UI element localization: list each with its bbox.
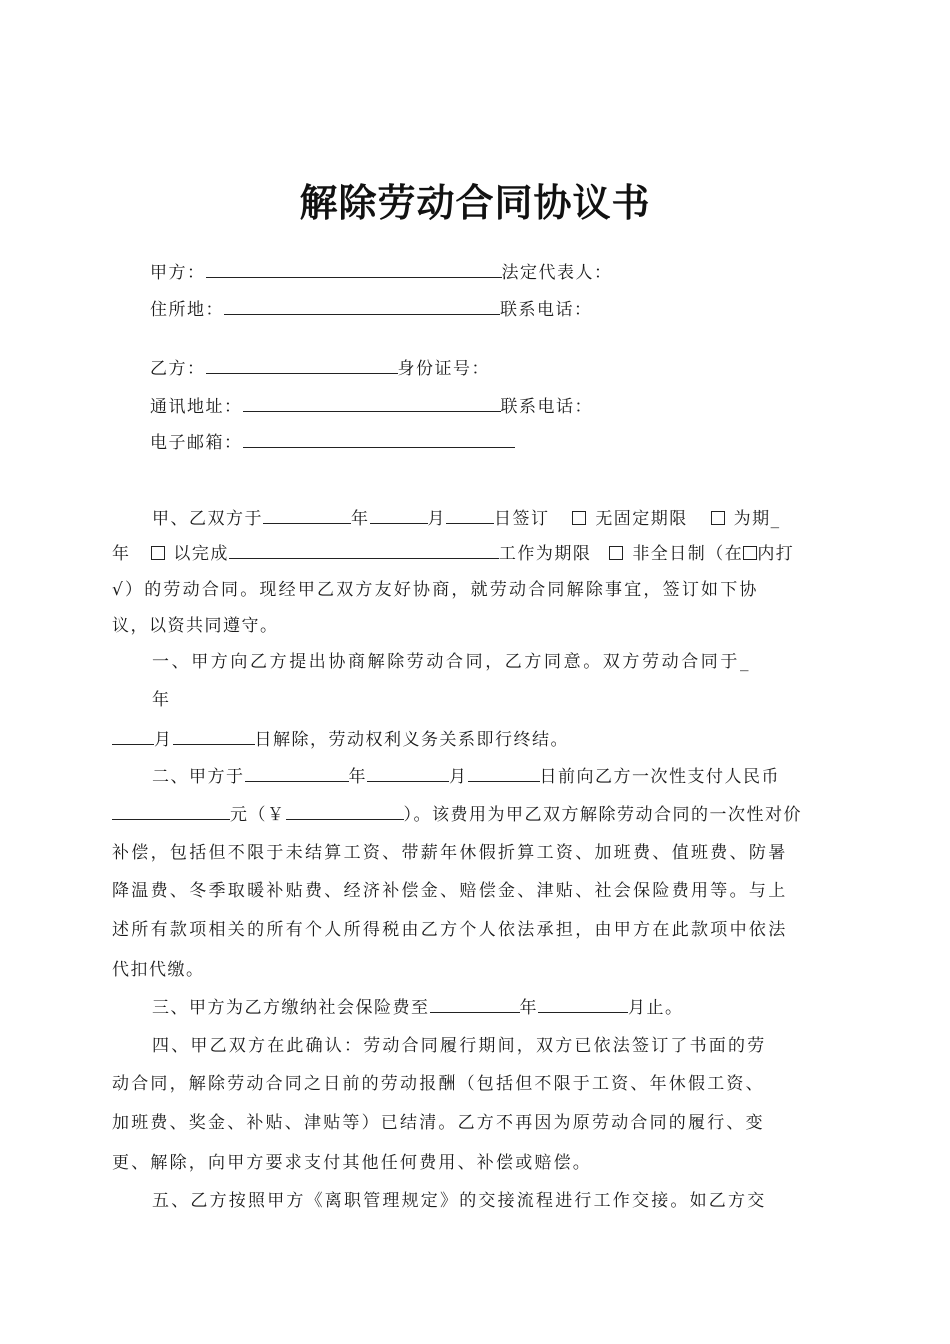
party-b-address-line — [150, 394, 593, 419]
intro-text: 工作为期限 — [498, 544, 592, 564]
id-number-label: 身份证号： — [397, 359, 490, 379]
clause-text: 月 — [154, 730, 173, 750]
clause-4-line-3: 加班费、奖金、补贴、津贴等）已结清。乙方不再因为原劳动合同的履行、变 — [112, 1113, 765, 1133]
party-b-address-blank[interactable] — [243, 394, 501, 412]
end-month-pre-blank[interactable] — [112, 727, 154, 745]
amount-number-blank[interactable] — [286, 802, 404, 820]
clause-text: 月止。 — [628, 998, 684, 1018]
intro-text: 日签订 — [494, 509, 550, 529]
party-b-phone-label: 联系电话： — [500, 397, 593, 417]
party-a-phone-label: 联系电话： — [500, 300, 593, 320]
intro-text: 年 — [112, 544, 131, 564]
clause-text: ）。该费用为甲乙双方解除劳动合同的一次性对价 — [403, 805, 802, 825]
option-unfixed-term-label: 无固定期限 — [595, 509, 688, 529]
clause-2-line-3: 补偿，包括但不限于未结算工资、带薪年休假折算工资、加班费、值班费、防暑 — [112, 843, 788, 863]
party-a-address-label: 住所地： — [150, 300, 224, 320]
clause-4-line-4: 更、解除，向甲方要求支付其他任何费用、补偿或赔偿。 — [112, 1153, 592, 1173]
intro-line-1 — [152, 506, 781, 531]
clause-1-line-3 — [112, 727, 569, 752]
party-b-name-blank[interactable] — [206, 356, 398, 374]
clause-1-line-1: 一、甲方向乙方提出协商解除劳动合同，乙方同意。双方劳动合同于_ — [152, 652, 752, 672]
email-label: 电子邮箱： — [150, 433, 243, 453]
sign-day-blank[interactable] — [446, 506, 494, 524]
party-a-line — [150, 260, 613, 285]
party-a-address-blank[interactable] — [224, 297, 500, 315]
email-blank[interactable] — [243, 430, 515, 448]
pay-day-blank[interactable] — [468, 764, 540, 782]
party-a-name-blank[interactable] — [206, 260, 502, 278]
checkbox-unfixed-term[interactable] — [572, 511, 586, 525]
intro-line-2 — [112, 541, 794, 566]
clause-2-line-2 — [112, 802, 802, 827]
clause-1-line-2: 年 — [152, 690, 171, 710]
sign-month-blank[interactable] — [370, 506, 428, 524]
clause-2-line-4: 降温费、冬季取暖补贴费、经济补偿金、赔偿金、津贴、社会保险费用等。与上 — [112, 881, 788, 901]
insurance-month-blank[interactable] — [538, 995, 628, 1013]
clause-text: 年 — [519, 998, 538, 1018]
intro-line-3: √）的劳动合同。现经甲乙双方友好协商，就劳动合同解除事宜，签订如下协 — [112, 580, 759, 600]
insurance-year-blank[interactable] — [430, 995, 520, 1013]
clause-text: 月 — [449, 767, 468, 787]
option-part-time-label: 非全日制（在 — [632, 544, 744, 564]
amount-words-blank[interactable] — [112, 802, 230, 820]
party-b-address-label: 通讯地址： — [150, 397, 243, 417]
option-fixed-term-label: 为期_ — [733, 509, 781, 529]
party-b-line — [150, 356, 490, 381]
intro-text: 甲、乙双方于 — [152, 509, 263, 529]
checkbox-fixed-term[interactable] — [711, 511, 725, 525]
clause-text: 日解除，劳动权利义务关系即行终结。 — [254, 730, 569, 750]
end-day-blank[interactable] — [173, 727, 255, 745]
clause-text: 二、甲方于 — [152, 767, 245, 787]
clause-2-line-1 — [152, 764, 780, 789]
clause-text: 元（￥ — [230, 805, 286, 825]
party-b-email-line — [150, 430, 515, 455]
clause-3-line — [152, 995, 684, 1020]
intro-text: 年 — [351, 509, 370, 529]
party-b-label: 乙方： — [150, 359, 206, 379]
document-title: 解除劳动合同协议书 — [299, 181, 651, 225]
clause-text: 年 — [348, 767, 367, 787]
task-blank[interactable] — [229, 541, 499, 559]
clause-text: 三、甲方为乙方缴纳社会保险费至 — [152, 998, 430, 1018]
checkbox-glyph — [743, 546, 757, 560]
clause-2-line-5: 述所有款项相关的所有个人所得税由乙方个人依法承担，由甲方在此款项中依法 — [112, 920, 788, 940]
clause-5-line-1: 五、乙方按照甲方《离职管理规定》的交接流程进行工作交接。如乙方交 — [152, 1191, 767, 1211]
clause-text: 日前向乙方一次性支付人民币 — [539, 767, 780, 787]
sign-year-blank[interactable] — [263, 506, 351, 524]
intro-text: 月 — [427, 509, 446, 529]
pay-month-blank[interactable] — [367, 764, 449, 782]
legal-rep-label: 法定代表人： — [501, 263, 613, 283]
clause-4-line-1: 四、甲乙双方在此确认：劳动合同履行期间，双方已依法签订了书面的劳 — [152, 1036, 767, 1056]
party-a-label: 甲方： — [150, 263, 206, 283]
intro-text: 内打 — [757, 544, 795, 564]
intro-line-4: 议，以资共同遵守。 — [112, 616, 279, 636]
party-a-address-line — [150, 297, 593, 322]
pay-year-blank[interactable] — [245, 764, 349, 782]
clause-2-line-6: 代扣代缴。 — [112, 960, 205, 980]
option-task-term-label: 以完成 — [173, 544, 229, 564]
checkbox-part-time[interactable] — [609, 546, 623, 560]
clause-4-line-2: 动合同，解除劳动合同之日前的劳动报酬（包括但不限于工资、年休假工资、 — [112, 1074, 765, 1094]
checkbox-task-term[interactable] — [151, 546, 165, 560]
